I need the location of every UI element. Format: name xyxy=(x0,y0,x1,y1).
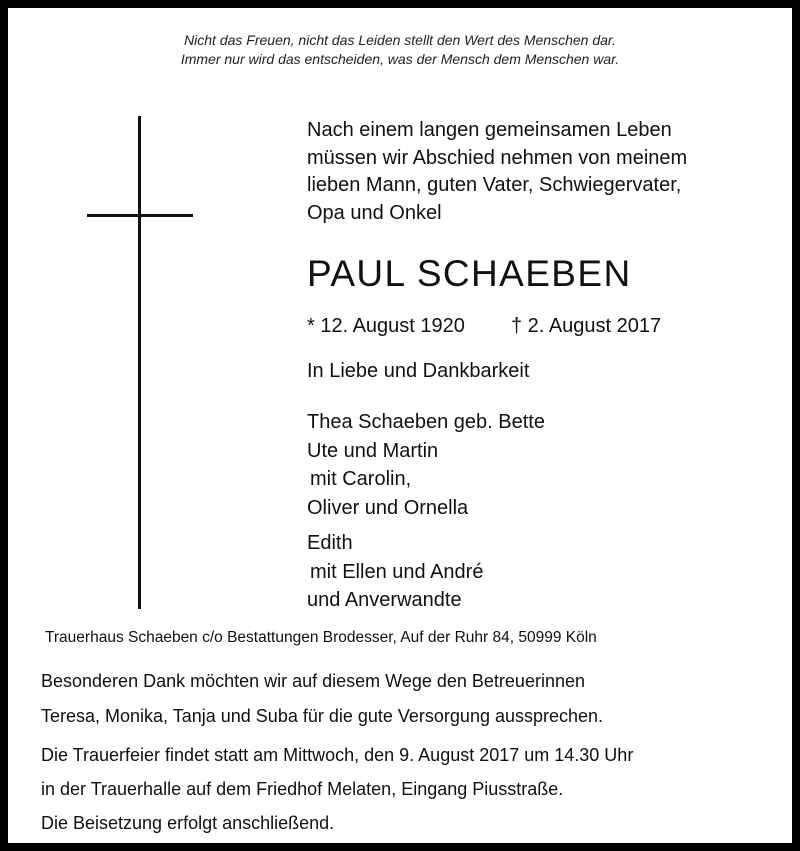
intro-line: Nach einem langen gemeinsamen Leben xyxy=(307,119,672,141)
motto-line-1: Nicht das Freuen, nicht das Leiden stellt den Wert des Menschen dar. xyxy=(184,32,616,48)
motto-line-2: Immer nur wird das entscheiden, was der Mensch dem Menschen war. xyxy=(180,51,620,67)
service-line: Die Trauerfeier findet statt am Mittwoch, den 9. August 2017 um 14.30 Uhr xyxy=(41,745,634,765)
deceased-name: PAUL SCHAEBEN xyxy=(307,253,632,294)
mourner-name: Oliver und Ornella xyxy=(307,496,469,519)
mourning-house-address: Trauerhaus Schaeben c/o Bestattungen Brodesser, Auf der Ruhr 84, 50999 Köln xyxy=(45,629,597,646)
cross-horizontal-bar xyxy=(87,214,193,217)
service-line: in der Trauerhalle auf dem Friedhof Melaten, Eingang Piusstraße. xyxy=(41,779,564,799)
thanks-line: Teresa, Monika, Tanja und Suba für die gute Versorgung aussprechen. xyxy=(41,706,604,726)
mourner-name: und Anverwandte xyxy=(307,589,462,611)
obituary-notice xyxy=(8,8,792,843)
birth-date: * 12. August 1920 xyxy=(307,315,465,337)
thanks-paragraph xyxy=(41,664,603,734)
family-group-1 xyxy=(307,408,777,522)
mourner-name: Thea Schaeben geb. Bette xyxy=(307,411,545,433)
funeral-service-info xyxy=(41,738,633,840)
intro-line: müssen wir Abschied nehmen von meinem xyxy=(307,146,688,169)
dedication-text: In Liebe und Dankbarkeit xyxy=(307,360,530,382)
family-group-2 xyxy=(307,529,777,615)
mourner-name: mit Carolin, xyxy=(310,468,412,490)
intro-line: Opa und Onkel xyxy=(307,201,442,224)
service-line: Die Beisetzung erfolgt anschließend. xyxy=(41,813,335,833)
death-date: † 2. August 2017 xyxy=(511,315,662,337)
cross-vertical-bar xyxy=(138,116,141,609)
life-dates xyxy=(307,312,777,340)
intro-line: lieben Mann, guten Vater, Schwiegervater, xyxy=(307,174,682,196)
intro-text xyxy=(307,117,777,227)
thanks-line: Besonderen Dank möchten wir auf diesem Wege den Betreuerinnen xyxy=(41,671,585,691)
mourner-name: Ute und Martin xyxy=(307,439,439,462)
motto-quote xyxy=(8,31,792,69)
mourner-name: Edith xyxy=(307,532,353,554)
mourner-name: mit Ellen und André xyxy=(310,560,484,583)
